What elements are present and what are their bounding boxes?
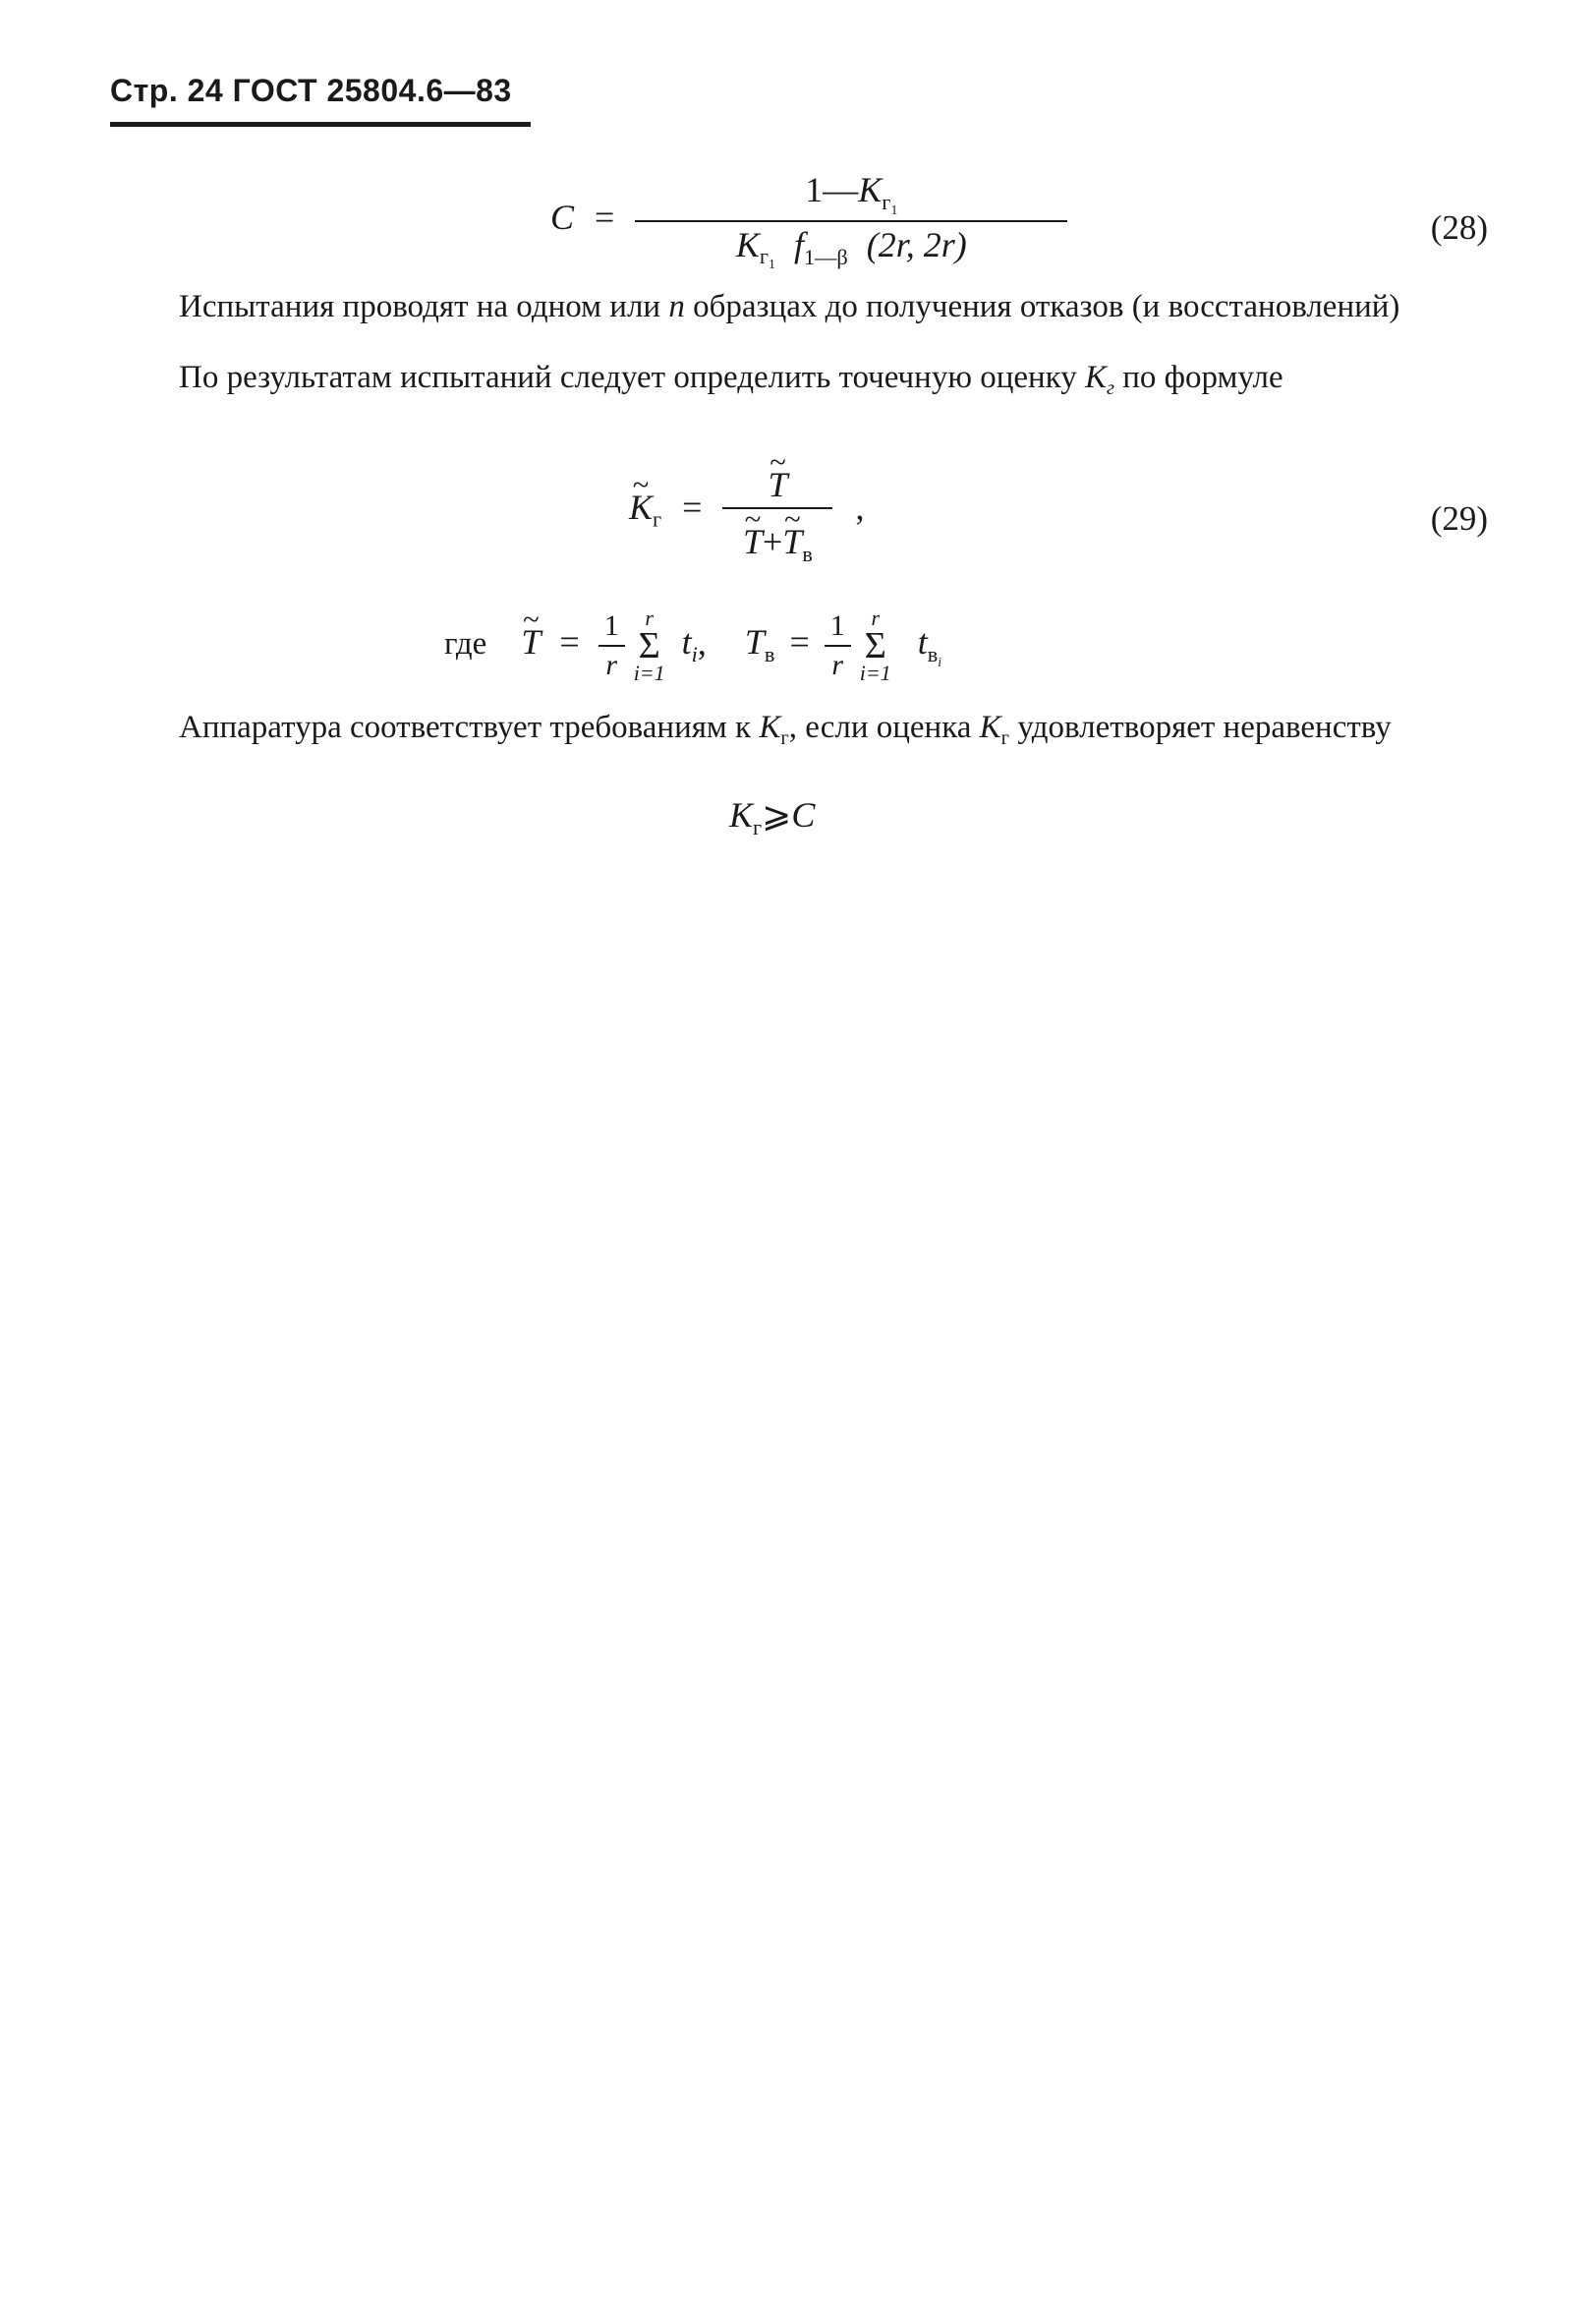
var-n: n bbox=[668, 289, 685, 324]
formula-29-K-sub: г bbox=[653, 506, 662, 532]
paragraph-results-text: По результатам испытаний следует определить точечную оценку bbox=[179, 360, 1086, 395]
var-K-sub: г bbox=[1107, 377, 1115, 400]
where-t: t bbox=[681, 622, 692, 663]
where-frac-1-den: r bbox=[605, 649, 618, 681]
formula-29-fraction bbox=[722, 454, 832, 567]
where-t-sub: i bbox=[691, 642, 698, 667]
paragraph-tests-text-end: образцах до получения отказов (и восстановлений) bbox=[684, 289, 1400, 324]
where-tb: t bbox=[917, 622, 928, 663]
formula-28-lhs: C bbox=[550, 197, 575, 237]
sum-symbol-2: r Σ i=1 bbox=[859, 606, 891, 685]
inequality-K: K bbox=[729, 795, 754, 835]
where-frac-2 bbox=[825, 609, 851, 682]
formula-29-den-T: ~ T bbox=[743, 521, 763, 562]
where-frac-2-den: r bbox=[831, 649, 844, 681]
formula-29-num-T: ~ T bbox=[768, 464, 787, 505]
inequality bbox=[729, 794, 815, 840]
paragraph-compliance-text-end: удовлетворяет неравенству bbox=[1009, 710, 1392, 745]
sum-2-bottom: i=1 bbox=[859, 661, 891, 685]
where-Tb: T bbox=[744, 622, 765, 663]
where-Tb-sub: в bbox=[764, 642, 775, 667]
denominator-K-subsub: 1 bbox=[769, 257, 775, 272]
paragraph-tests-text: Испытания проводят на одном или bbox=[179, 289, 669, 324]
page-header bbox=[110, 73, 512, 109]
var-K-1: K bbox=[759, 710, 781, 745]
formula-29-number: (29) bbox=[1430, 499, 1488, 538]
numerator-K: K bbox=[858, 170, 883, 209]
numerator-minus: — bbox=[823, 170, 859, 209]
sum-2-top: r bbox=[871, 606, 881, 630]
denominator-f-sub: 1—β bbox=[803, 244, 848, 269]
var-K-2-sub: г bbox=[1000, 727, 1010, 750]
numerator-one: 1 bbox=[805, 170, 824, 209]
var-K-1-sub: г bbox=[780, 727, 789, 750]
sum-symbol-1: r Σ i=1 bbox=[633, 606, 665, 685]
denominator-K-sub: г bbox=[759, 244, 770, 269]
where-frac-2-num: 1 bbox=[829, 609, 845, 642]
formula-28: C = $\frac{1—K_{г_1}}{K_{г_1} f_{1—\beta} (2r, 2r)}$ bbox=[550, 169, 1067, 272]
var-K-2: K bbox=[979, 710, 1001, 745]
denominator-args: (2r, 2r) bbox=[866, 224, 967, 264]
paragraph-compliance bbox=[110, 710, 1490, 756]
denominator-f: f bbox=[793, 224, 804, 264]
paragraph-compliance-mid: , если оценка bbox=[788, 710, 980, 745]
sum-1-top: r bbox=[645, 606, 654, 630]
page-label: Стр. 24 bbox=[110, 73, 224, 108]
formula-28-number: (28) bbox=[1430, 208, 1488, 247]
numerator-K-subsub: 1 bbox=[890, 202, 898, 217]
plus-sign: + bbox=[763, 522, 783, 561]
paragraph-results-text-end: по формуле bbox=[1114, 360, 1283, 395]
formula-28-fraction bbox=[635, 169, 1067, 272]
paragraph-results bbox=[110, 360, 1490, 406]
where-tb-sub: в bbox=[927, 642, 939, 667]
inequality-C: C bbox=[791, 795, 816, 835]
var-K: K bbox=[1085, 360, 1108, 395]
formula-29: ~ $K_г$ = ~ T ~ T+~ $T_в$ , bbox=[629, 454, 864, 567]
inequality-sign: ⩾ bbox=[762, 795, 792, 835]
fraction-bar bbox=[635, 220, 1067, 222]
where-word: где bbox=[444, 626, 487, 663]
sum-1-bottom: i=1 bbox=[633, 661, 665, 685]
fraction-bar bbox=[825, 645, 851, 647]
standard-number: ГОСТ 25804.6—83 bbox=[232, 73, 512, 108]
inequality-K-sub: г bbox=[753, 814, 763, 839]
where-tb-subsub: i bbox=[938, 654, 942, 669]
where-T: ~ T bbox=[521, 621, 541, 663]
where-frac-1-num: 1 bbox=[603, 609, 619, 642]
numerator-K-sub: г bbox=[882, 189, 891, 214]
fraction-bar bbox=[598, 645, 625, 647]
fraction-bar bbox=[722, 507, 832, 509]
paragraph-tests bbox=[110, 289, 1490, 324]
denominator-K: K bbox=[735, 224, 760, 264]
formula-29-K: ~ K bbox=[629, 487, 653, 528]
where-frac-1 bbox=[598, 609, 625, 682]
header-rule bbox=[110, 122, 531, 127]
formula-29-den-Tb: ~ T bbox=[782, 521, 802, 562]
formula-29-den-Tb-sub: в bbox=[802, 541, 813, 566]
where-definitions: где ~ T = $\frac{1}{r}$ r Σ i=1 $t_i$, $T_в$ = $\frac{1}{r}$ r Σ i=1 $t_{в_i}$ bbox=[444, 607, 941, 684]
paragraph-compliance-text: Аппаратура соответствует требованиям к bbox=[179, 710, 760, 745]
